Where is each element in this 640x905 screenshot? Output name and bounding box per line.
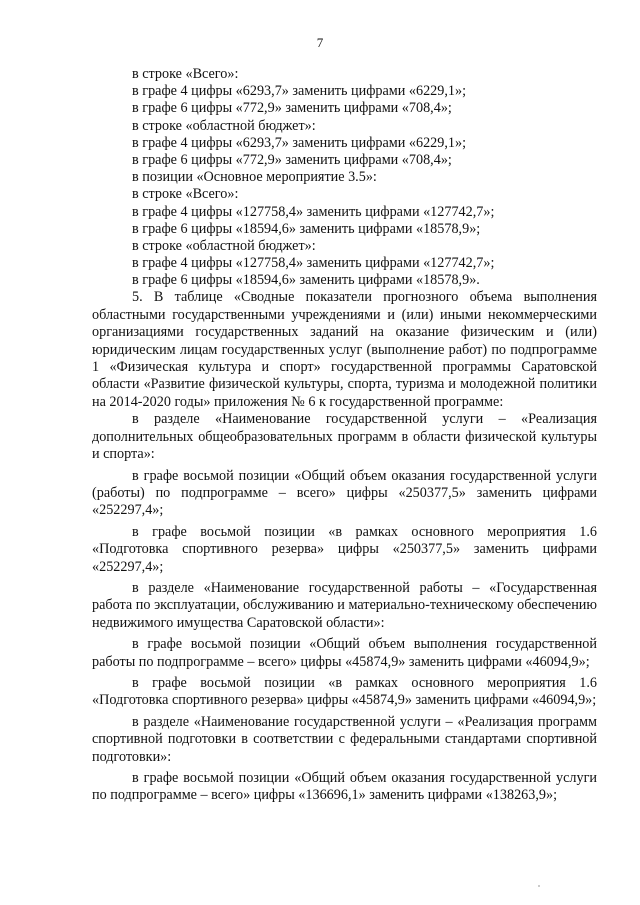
document-body bbox=[92, 66, 597, 805]
page-number: 7 bbox=[316, 35, 324, 50]
scan-speck bbox=[538, 885, 540, 887]
amendment-line: в строке «Всего»: bbox=[132, 186, 239, 203]
amendment-line: в графе 6 цифры «18594,6» заменить цифрами «18578,9»; bbox=[132, 220, 481, 237]
amendment-line: в строке «областной бюджет»: bbox=[132, 237, 316, 254]
paragraph: в разделе «Наименование государственной услуги – «Реализация дополнительных общеобразовательных программ в области физической культуры и спорта»: bbox=[92, 411, 597, 463]
amendment-line: в графе 4 цифры «127758,4» заменить цифрами «127742,7»; bbox=[132, 203, 495, 220]
amendment-line: в позиции «Основное мероприятие 3.5»: bbox=[132, 169, 377, 186]
paragraph: в графе восьмой позиции «в рамках основного мероприятия 1.6 «Подготовка спортивного резерва» цифры «250377,5» заменить цифрами «252297,4»; bbox=[92, 523, 597, 575]
amendment-line: в графе 6 цифры «18594,6» заменить цифрами «18578,9». bbox=[132, 272, 480, 289]
paragraph: в графе восьмой позиции «Общий объем оказания государственной услуги по подпрограмме – всего» цифры «136696,1» заменить цифрами «138263,9»; bbox=[92, 770, 597, 804]
paragraph: в графе восьмой позиции «Общий объем оказания государственной услуги (работы) по подпрограмме – всего» цифры «250377,5» заменить цифрами «252297,4»; bbox=[92, 467, 597, 519]
paragraph: в графе восьмой позиции «Общий объем выполнения государственной работы по подпрограмме – всего» цифры «45874,9» заменить цифрами «46094,9»; bbox=[92, 636, 597, 670]
amendment-line: в строке «областной бюджет»: bbox=[132, 117, 316, 134]
amendment-line: в графе 6 цифры «772,9» заменить цифрами «708,4»; bbox=[132, 151, 452, 168]
amendment-line: в строке «Всего»: bbox=[132, 66, 239, 82]
paragraph: в разделе «Наименование государственной услуги – «Реализация программ спортивной подготовки в соответствии с федеральными стандартами спортивной подготовки»: bbox=[92, 713, 597, 765]
amendment-line: в графе 4 цифры «6293,7» заменить цифрами «6229,1»; bbox=[132, 134, 467, 151]
paragraph: в разделе «Наименование государственной работы – «Государственная работа по эксплуатации, обслуживанию и материально-техническому обеспечению недвижимого имущества Саратовской области»: bbox=[92, 579, 597, 631]
paragraph: в графе восьмой позиции «в рамках основного мероприятия 1.6 «Подготовка спортивного резерва» цифры «45874,9» заменить цифрами «46094,9»; bbox=[92, 674, 597, 709]
amendment-line: в графе 6 цифры «772,9» заменить цифрами «708,4»; bbox=[132, 100, 452, 117]
amendment-line: в графе 4 цифры «127758,4» заменить цифрами «127742,7»; bbox=[132, 255, 495, 272]
amendment-line: в графе 4 цифры «6293,7» заменить цифрами «6229,1»; bbox=[132, 83, 467, 100]
paragraph-item-5: 5. В таблице «Сводные показатели прогнозного объема выполнения областными государственными учреждениями и (или) иными некоммерческими организациями государственных заданий на оказание физическим и (или) юридическим лицам государственных услуг (выполнение работ) по подпрограмме 1 «Физическая культура и спорт» государственной программы Саратовской области «Развитие физической культуры, спорта, туризма и молодежной политики на 2014-2020 годы» приложения № 6 к государственной программе: bbox=[92, 289, 597, 410]
